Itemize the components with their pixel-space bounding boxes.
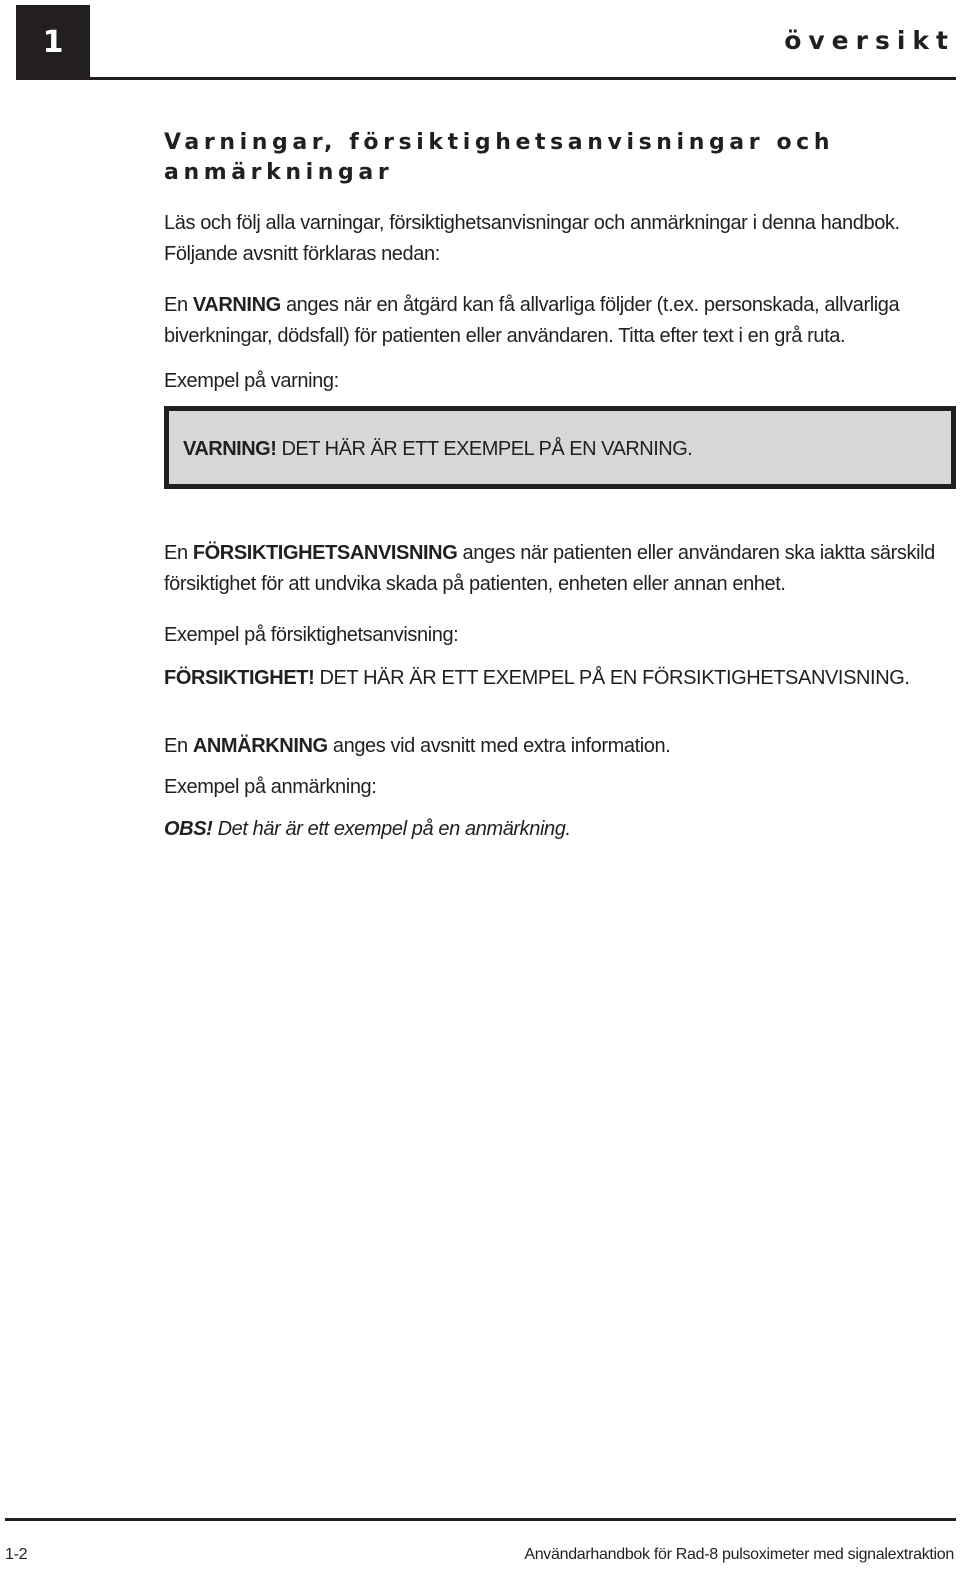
chapter-title: översikt — [784, 26, 955, 55]
warning-lead: En — [164, 294, 193, 316]
chapter-number: 1 — [42, 25, 64, 60]
caution-example-label-bold: FÖRSIKTIGHET! — [164, 667, 315, 689]
note-lead: En — [164, 735, 193, 757]
note-description — [164, 731, 960, 762]
caution-example-label: Exempel på försiktighetsanvisning: — [164, 624, 459, 646]
warning-example-label: Exempel på varning: — [164, 370, 339, 392]
note-example-text: Det här är ett exempel på en anmärkning. — [212, 818, 571, 840]
warning-box-text: DET HÄR ÄR ETT EXEMPEL PÅ EN VARNING. — [276, 438, 693, 460]
footer-divider — [5, 1518, 956, 1521]
section-heading: Varningar, försiktighetsanvisningar och anmärkningar — [164, 130, 835, 185]
note-line-1-rest: anges vid avsnitt med extra information. — [327, 735, 671, 757]
note-example-label-bold: OBS! — [164, 818, 213, 840]
caution-line-2: försiktighet för att undvika skada på patienten, enheten eller annan enhet. — [164, 573, 786, 595]
note-term: ANMÄRKNING — [192, 735, 328, 757]
intro-paragraph — [164, 208, 960, 270]
caution-description — [164, 538, 960, 600]
warning-box-label: VARNING! — [183, 438, 277, 460]
chapter-number-box — [16, 5, 90, 80]
caution-example — [164, 663, 960, 694]
caution-line-1-rest: anges när patienten eller användaren ska iaktta särskild — [457, 542, 935, 564]
warning-line-2: biverkningar, dödsfall) för patienten eller användaren. Titta efter text i en grå ruta. — [164, 325, 846, 347]
note-example — [164, 814, 960, 845]
note-example-label: Exempel på anmärkning: — [164, 776, 377, 798]
page-number: 1-2 — [5, 1546, 28, 1563]
manual-title: Användarhandbok för Rad-8 pulsoximeter med signalextraktion — [524, 1546, 954, 1563]
intro-line-2: Följande avsnitt förklaras nedan: — [164, 243, 440, 265]
intro-line-1: Läs och följ alla varningar, försiktighetsanvisningar och anmärkningar i denna handbok. — [164, 212, 900, 234]
warning-term: VARNING — [192, 294, 281, 316]
warning-example-box — [164, 406, 956, 489]
warning-example-text — [183, 438, 692, 461]
caution-lead: En — [164, 542, 193, 564]
caution-example-text: DET HÄR ÄR ETT EXEMPEL PÅ EN FÖRSIKTIGHETSANVISNING. — [314, 667, 910, 689]
caution-term: FÖRSIKTIGHETSANVISNING — [192, 542, 458, 564]
warning-description — [164, 290, 960, 352]
header-divider — [90, 77, 956, 80]
warning-line-1-rest: anges när en åtgärd kan få allvarliga följder (t.ex. personskada, allvarliga — [280, 294, 900, 316]
